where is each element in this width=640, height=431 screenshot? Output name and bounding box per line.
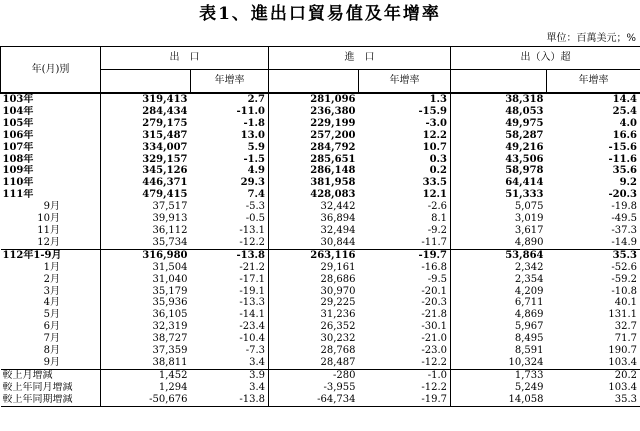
surplus-growth: 4.0 [547, 118, 640, 130]
export-value: 284,434 [101, 106, 191, 118]
surplus-growth: -52.6 [547, 262, 640, 274]
surplus-value: 5,249 [451, 382, 547, 394]
row-label: 8月 [43, 345, 60, 357]
surplus-growth: 35.3 [547, 249, 640, 261]
trade-table [0, 46, 640, 407]
row-label: 2月 [43, 273, 60, 285]
surplus-growth: 190.7 [547, 345, 640, 357]
export-value: 334,007 [101, 142, 191, 154]
import-value: 28,487 [269, 357, 359, 369]
table-row [1, 274, 640, 286]
surplus-growth: 35.3 [547, 394, 640, 406]
surplus-growth: 32.7 [547, 321, 640, 333]
row-label: 11月 [37, 224, 60, 236]
table-row [1, 297, 640, 309]
row-label: 較上年同期增減 [1, 394, 101, 406]
export-growth: -13.1 [239, 224, 265, 236]
import-growth: -11.7 [421, 236, 447, 248]
export-growth: 5.9 [247, 141, 265, 153]
import-value: 36,894 [269, 213, 359, 225]
table-row [1, 93, 640, 106]
import-value: 428,083 [269, 189, 359, 201]
surplus-growth: -10.8 [547, 286, 640, 298]
import-growth: -19.7 [359, 394, 451, 406]
import-value: 30,970 [269, 286, 359, 298]
export-value: 345,126 [101, 165, 191, 177]
surplus-growth: 35.6 [547, 165, 640, 177]
row-label: 111年 [2, 189, 34, 201]
surplus-value: 49,216 [451, 142, 547, 154]
export-growth: -11.0 [236, 105, 265, 117]
table-row [1, 394, 640, 406]
import-growth: -12.2 [421, 356, 447, 368]
row-label: 106年 [2, 129, 34, 141]
table-title: 表1、進出口貿易值及年增率 [199, 4, 441, 24]
import-growth: 12.2 [422, 129, 447, 141]
row-label: 104年 [2, 105, 34, 117]
import-value: 285,651 [269, 154, 359, 166]
import-value: 28,686 [269, 274, 359, 286]
surplus-value: 8,591 [451, 345, 547, 357]
export-value: 446,371 [101, 177, 191, 189]
surplus-value: 4,890 [451, 237, 547, 249]
header-import: 進 口 [269, 47, 451, 70]
row-label: 110年 [2, 177, 34, 189]
table-row [1, 321, 640, 333]
import-growth: 1.3 [359, 93, 451, 106]
import-value: -280 [269, 369, 359, 381]
table-row [1, 357, 640, 369]
row-label: 1月 [43, 261, 60, 273]
export-growth: 3.4 [249, 381, 265, 393]
import-value: 286,148 [269, 165, 359, 177]
export-growth: -13.8 [191, 394, 269, 406]
header-export: 出 口 [101, 47, 269, 70]
export-value: -50,676 [101, 394, 191, 406]
export-growth: -1.5 [243, 153, 265, 165]
import-value: 229,199 [269, 118, 359, 130]
import-value: -3,955 [269, 382, 359, 394]
surplus-value: 43,506 [451, 154, 547, 166]
import-value: 26,352 [269, 321, 359, 333]
table-row [1, 382, 640, 394]
surplus-value: 10,324 [451, 357, 547, 369]
row-label: 4月 [43, 297, 60, 309]
import-growth: -30.1 [421, 321, 447, 333]
export-growth: 7.4 [247, 189, 265, 201]
surplus-growth: -14.9 [547, 237, 640, 249]
surplus-value: 58,978 [451, 165, 547, 177]
table-row [1, 142, 640, 154]
import-growth: -2.6 [427, 201, 447, 213]
surplus-growth: 103.4 [547, 382, 640, 394]
surplus-value: 64,414 [451, 177, 547, 189]
import-growth: -12.2 [421, 381, 447, 393]
import-growth: -9.5 [427, 273, 447, 285]
surplus-value: 3,019 [451, 213, 547, 225]
header-period: 年(月)別 [1, 47, 101, 94]
export-value: 316,980 [101, 249, 191, 261]
import-value: 236,380 [269, 106, 359, 118]
export-value: 31,040 [101, 274, 191, 286]
import-growth: 10.7 [422, 141, 447, 153]
import-growth: -20.1 [421, 285, 447, 297]
header-surplus-value [451, 70, 547, 94]
surplus-growth: -49.5 [547, 213, 640, 225]
import-value: 263,116 [269, 249, 359, 261]
surplus-value: 53,864 [451, 249, 547, 261]
row-label: 較上年同月增減 [2, 381, 73, 393]
surplus-value: 5,075 [451, 201, 547, 213]
export-growth: -12.2 [239, 236, 265, 248]
surplus-value: 6,711 [451, 297, 547, 309]
import-value: 30,232 [269, 333, 359, 345]
surplus-growth: 14.4 [547, 93, 640, 106]
export-value: 37,359 [101, 345, 191, 357]
table-row [1, 154, 640, 166]
row-label: 103年 [1, 93, 101, 106]
header-export-growth: 年增率 [191, 70, 269, 94]
row-label: 較上月增減 [1, 369, 101, 381]
header-surplus-growth: 年增率 [547, 70, 640, 94]
header-export-value [101, 70, 191, 94]
import-value: 257,200 [269, 130, 359, 142]
surplus-growth: 103.4 [547, 357, 640, 369]
surplus-growth: -19.8 [547, 201, 640, 213]
surplus-value: 49,975 [451, 118, 547, 130]
surplus-value: 48,053 [451, 106, 547, 118]
import-growth: -3.0 [425, 117, 447, 129]
surplus-growth: 25.4 [547, 106, 640, 118]
table-row [1, 177, 640, 189]
header-import-value [269, 70, 359, 94]
table-row [1, 165, 640, 177]
surplus-value: 2,342 [451, 262, 547, 274]
export-growth: -13.8 [191, 249, 269, 261]
export-growth: -13.3 [239, 297, 265, 309]
export-growth: -7.3 [245, 345, 265, 357]
export-value: 38,727 [101, 333, 191, 345]
export-value: 329,157 [101, 154, 191, 166]
export-growth: 13.0 [240, 129, 265, 141]
export-value: 38,811 [101, 357, 191, 369]
export-growth: -10.4 [239, 333, 265, 345]
import-value: 31,236 [269, 309, 359, 321]
export-growth: -21.2 [239, 261, 265, 273]
table-row [1, 345, 640, 357]
row-label: 9月 [43, 201, 60, 213]
import-growth: 0.3 [429, 153, 447, 165]
table-row [1, 130, 640, 142]
surplus-value: 1,733 [451, 369, 547, 381]
surplus-value: 2,354 [451, 274, 547, 286]
table-row [1, 262, 640, 274]
row-label: 12月 [37, 236, 60, 248]
surplus-growth: 71.7 [547, 333, 640, 345]
import-growth: -15.9 [418, 105, 447, 117]
import-value: 29,225 [269, 297, 359, 309]
surplus-growth: -20.3 [547, 189, 640, 201]
import-growth: -20.3 [421, 297, 447, 309]
header-import-growth: 年增率 [359, 70, 451, 94]
surplus-value: 51,333 [451, 189, 547, 201]
export-growth: -23.4 [239, 321, 265, 333]
export-value: 36,105 [101, 309, 191, 321]
export-growth: 3.4 [249, 356, 265, 368]
export-value: 315,487 [101, 130, 191, 142]
import-growth: -9.2 [427, 224, 447, 236]
export-value: 39,913 [101, 213, 191, 225]
import-growth: -1.0 [359, 369, 451, 381]
surplus-value: 4,869 [451, 309, 547, 321]
surplus-growth: 40.1 [547, 297, 640, 309]
surplus-growth: -11.6 [547, 154, 640, 166]
surplus-value: 14,058 [451, 394, 547, 406]
table-row [1, 333, 640, 345]
export-growth: -19.1 [239, 285, 265, 297]
import-value: 30,844 [269, 237, 359, 249]
surplus-value: 38,318 [451, 93, 547, 106]
export-growth: -0.5 [245, 213, 265, 225]
row-label: 9月 [43, 356, 60, 368]
export-growth: -1.8 [243, 117, 265, 129]
table-row [1, 201, 640, 213]
export-growth: 3.9 [191, 369, 269, 381]
surplus-growth: -15.6 [547, 142, 640, 154]
export-growth: 29.3 [240, 177, 265, 189]
surplus-growth: 20.2 [547, 369, 640, 381]
row-label: 107年 [2, 141, 34, 153]
import-value: 381,958 [269, 177, 359, 189]
export-growth: -5.3 [245, 201, 265, 213]
table-row [1, 118, 640, 130]
import-growth: -23.0 [421, 345, 447, 357]
export-value: 35,734 [101, 237, 191, 249]
row-label: 109年 [2, 165, 34, 177]
row-label: 5月 [43, 309, 60, 321]
surplus-growth: 131.1 [547, 309, 640, 321]
header-surplus: 出（入）超 [451, 47, 640, 70]
surplus-value: 4,209 [451, 286, 547, 298]
export-value: 319,413 [101, 93, 191, 106]
import-value: 29,161 [269, 262, 359, 274]
export-value: 479,415 [101, 189, 191, 201]
row-label: 3月 [43, 285, 60, 297]
surplus-growth: 16.6 [547, 130, 640, 142]
export-growth: -14.1 [239, 309, 265, 321]
table-row [1, 106, 640, 118]
table-body [1, 93, 640, 406]
table-row [1, 249, 640, 261]
import-value: 32,494 [269, 225, 359, 237]
import-value: 281,096 [269, 93, 359, 106]
import-value: -64,734 [269, 394, 359, 406]
import-growth: -19.7 [359, 249, 451, 261]
import-growth: -21.8 [421, 309, 447, 321]
export-growth: -17.1 [239, 273, 265, 285]
import-value: 284,792 [269, 142, 359, 154]
table-row [1, 213, 640, 225]
export-value: 1,452 [101, 369, 191, 381]
import-growth: 8.1 [431, 213, 447, 225]
import-value: 28,768 [269, 345, 359, 357]
row-label: 108年 [2, 153, 34, 165]
table-row [1, 237, 640, 249]
import-growth: -16.8 [421, 261, 447, 273]
import-growth: -21.0 [421, 333, 447, 345]
import-growth: 0.2 [429, 165, 447, 177]
unit-note: 單位：百萬美元；% [546, 33, 636, 44]
surplus-value: 58,287 [451, 130, 547, 142]
export-value: 35,936 [101, 297, 191, 309]
import-growth: 33.5 [422, 177, 447, 189]
export-growth: 4.9 [247, 165, 265, 177]
export-growth: 2.7 [191, 93, 269, 106]
export-value: 35,179 [101, 286, 191, 298]
table-row [1, 369, 640, 381]
row-label: 6月 [43, 321, 60, 333]
surplus-value: 5,967 [451, 321, 547, 333]
export-value: 36,112 [101, 225, 191, 237]
export-value: 32,319 [101, 321, 191, 333]
import-growth: 12.1 [422, 189, 447, 201]
surplus-growth: -37.3 [547, 225, 640, 237]
export-value: 1,294 [101, 382, 191, 394]
surplus-value: 8,495 [451, 333, 547, 345]
export-value: 279,175 [101, 118, 191, 130]
table-row [1, 189, 640, 201]
surplus-growth: 9.2 [547, 177, 640, 189]
table-row [1, 286, 640, 298]
row-label: 105年 [2, 117, 34, 129]
export-value: 37,517 [101, 201, 191, 213]
row-label: 112年1-9月 [1, 249, 101, 261]
row-label: 10月 [37, 213, 60, 225]
surplus-value: 3,617 [451, 225, 547, 237]
surplus-growth: -59.2 [547, 274, 640, 286]
import-value: 32,442 [269, 201, 359, 213]
row-label: 7月 [43, 333, 60, 345]
export-value: 31,504 [101, 262, 191, 274]
table-row [1, 225, 640, 237]
table-row [1, 309, 640, 321]
